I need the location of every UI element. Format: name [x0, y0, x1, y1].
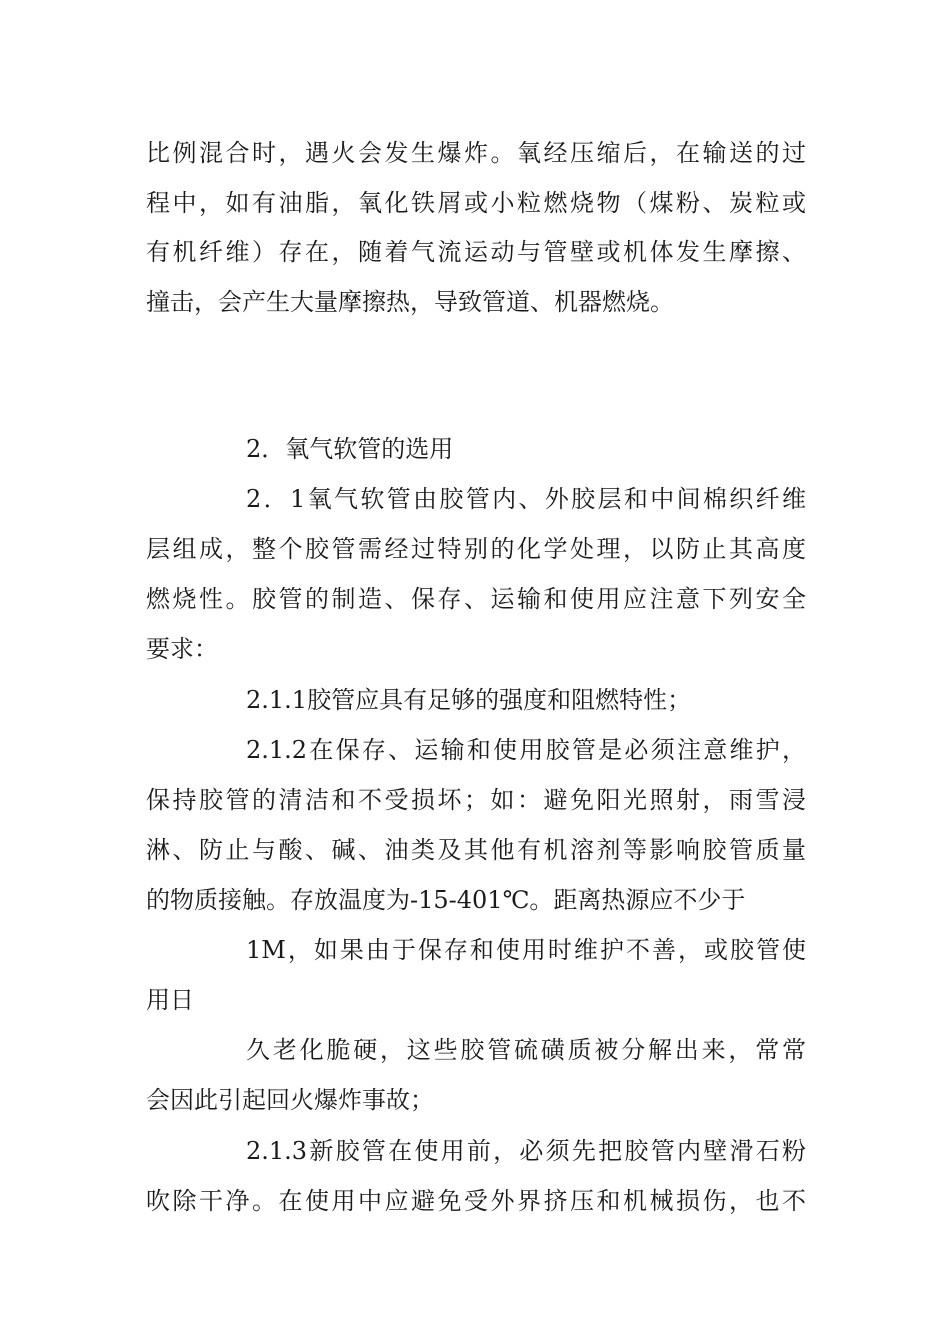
paragraph-line: 久老化脆硬，这些胶管硫磺质被分解出来，常常: [246, 1036, 806, 1064]
paragraph-line: 有机纤维）存在，随着气流运动与管壁或机体发生摩擦、: [146, 238, 806, 266]
paragraph-line: 1M，如果由于保存和使用时维护不善，或胶管使: [246, 936, 806, 964]
paragraph-line: 淋、防止与酸、碱、油类及其他有机溶剂等影响胶管质量: [146, 836, 806, 864]
paragraph-line: 保持胶管的清洁和不受损坏；如：避免阳光照射，雨雪浸: [146, 786, 806, 814]
list-item: 2.1.1胶管应具有足够的强度和阻燃特性；: [246, 686, 692, 714]
paragraph-line: 程中，如有油脂，氧化铁屑或小粒燃烧物（煤粉、炭粒或: [146, 189, 806, 217]
paragraph-line: 会因此引起回火爆炸事故；: [146, 1086, 434, 1114]
paragraph-line: 吹除干净。在使用中应避免受外界挤压和机械损伤，也不: [146, 1187, 806, 1215]
list-item: 2.1.2在保存、运输和使用胶管是必须注意维护，: [246, 736, 806, 764]
paragraph-line: 燃烧性。胶管的制造、保存、运输和使用应注意下列安全: [146, 585, 806, 613]
paragraph-line: 2．1氧气软管由胶管内、外胶层和中间棉织纤维: [246, 485, 806, 513]
paragraph-line: 层组成，整个胶管需经过特别的化学处理，以防止其高度: [146, 535, 806, 563]
paragraph-line: 比例混合时，遇火会发生爆炸。氧经压缩后，在输送的过: [146, 139, 806, 167]
section-heading: 2．氧气软管的选用: [246, 435, 454, 463]
paragraph-line: 撞击，会产生大量摩擦热，导致管道、机器燃烧。: [146, 288, 674, 316]
paragraph-line: 的物质接触。存放温度为-15-401℃。距离热源应不少于: [146, 886, 746, 914]
paragraph-line: 用日: [146, 986, 194, 1014]
paragraph-line: 要求：: [146, 635, 218, 663]
list-item: 2.1.3新胶管在使用前，必须先把胶管内壁滑石粉: [246, 1137, 806, 1165]
